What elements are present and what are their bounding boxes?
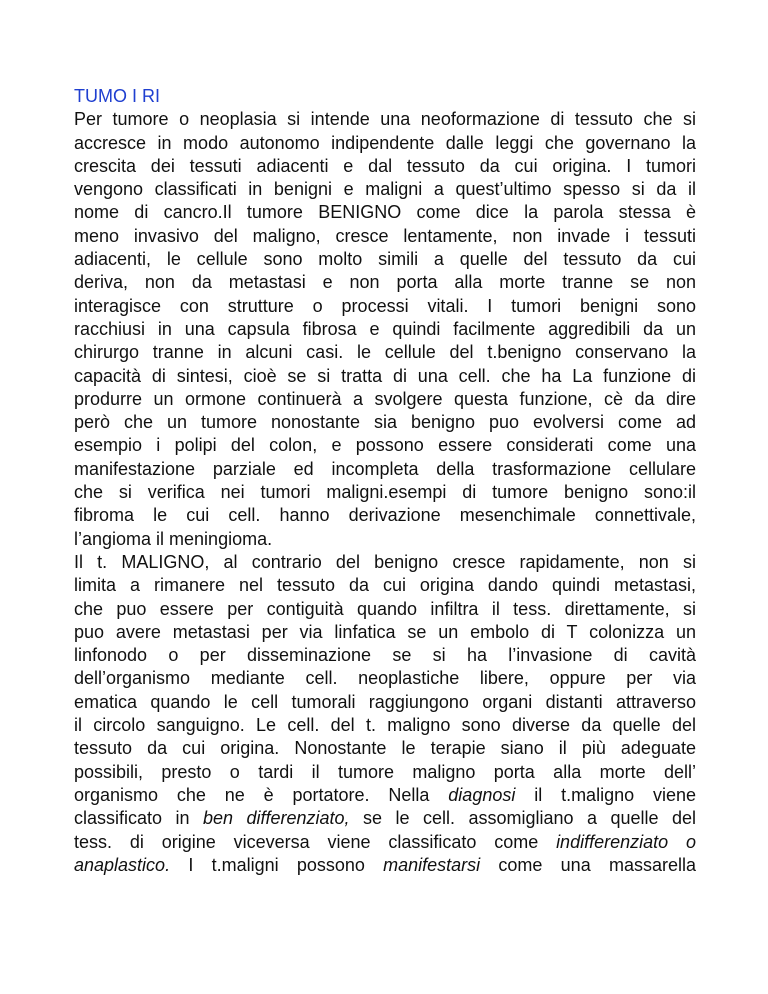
text-segment: tess. di origine viceversa viene classificato come: [74, 831, 557, 852]
text-line: che si verifica nei tumori maligni.esempi di tumore benigno sono:il: [74, 482, 696, 503]
italic-term-ben-differenziato: ben differenziato,: [202, 808, 350, 829]
text-line: capacità di sintesi, cioè se si tratta di una cell. che ha La funzione di: [74, 365, 696, 386]
paragraph-benign: [74, 108, 696, 551]
text-line: linfonodo o per disseminazione se si ha l’invasione di cavità: [74, 645, 696, 666]
text-line: dell’organismo mediante cell. neoplastiche libere, oppure per via: [74, 668, 696, 689]
text-segment: come una massarella: [480, 854, 696, 875]
text-line: il circolo sanguigno. Le cell. del t. maligno sono diverse da quelle del: [74, 715, 696, 736]
text-line: crescita dei tessuti adiacenti e dal tessuto da cui origina. I tumori: [74, 155, 696, 176]
text-line: accresce in modo autonomo indipendente dalle leggi che governano la: [74, 132, 696, 153]
text-line: meno invasivo del maligno, cresce lentamente, non invade i tessuti: [74, 225, 696, 246]
text-segment: il t.maligno viene: [515, 784, 696, 805]
text-line: produrre un ormone continuerà a svolgere questa funzione, cè da dire: [74, 388, 696, 409]
italic-term-diagnosi: diagnosi: [448, 784, 516, 805]
text-segment: I t.maligni possono: [170, 854, 384, 875]
text-segment: classificato in: [74, 808, 203, 829]
text-line: adiacenti, le cellule sono molto simili a quelle del tessuto da cui: [74, 249, 696, 270]
text-line: Il t. MALIGNO, al contrario del benigno cresce rapidamente, non si: [74, 551, 696, 572]
italic-term-anaplastico: anaplastico.: [74, 854, 171, 875]
text-line: che puo essere per contiguità quando infiltra il tess. direttamente, si: [74, 598, 696, 619]
italic-term-indifferenziato: indifferenziato o: [556, 831, 696, 852]
text-line: [74, 807, 696, 830]
text-line: fibroma le cui cell. hanno derivazione mesenchimale connettivale,: [74, 505, 696, 526]
text-line: [74, 831, 696, 854]
paragraph-malignant: [74, 551, 696, 877]
italic-term-manifestarsi: manifestarsi: [383, 854, 481, 875]
text-line: racchiusi in una capsula fibrosa e quindi facilmente aggredibili da un: [74, 318, 696, 339]
text-segment: organismo che ne è portatore. Nella: [74, 784, 430, 805]
text-line: esempio i polipi del colon, e possono essere considerati come una: [74, 435, 696, 456]
text-line: chirurgo tranne in alcuni casi. le cellule del t.benigno conservano la: [74, 342, 696, 363]
text-line: tessuto da cui origina. Nonostante le terapie siano il più adeguate: [74, 738, 696, 759]
text-line: puo avere metastasi per via linfatica se un embolo di T colonizza un: [74, 621, 696, 642]
text-line: Per tumore o neoplasia si intende una neoformazione di tessuto che si: [74, 109, 696, 130]
text-segment: se le cell. assomigliano a quelle del: [349, 808, 696, 829]
document-title: TUMO I RI: [74, 86, 160, 106]
text-line: vengono classificati in benigni e maligni a quest’ultimo spesso si da il: [74, 179, 696, 200]
text-line: ematica quando le cell tumorali raggiungono organi distanti attraverso: [74, 691, 696, 712]
text-line: nome di cancro.Il tumore BENIGNO come dice la parola stessa è: [74, 202, 696, 223]
text-line: [74, 784, 696, 807]
text-line: limita a rimanere nel tessuto da cui origina dando quindi metastasi,: [74, 575, 696, 596]
text-line: [74, 854, 696, 877]
document-page: [74, 85, 696, 877]
text-line: possibili, presto o tardi il tumore maligno porta alla morte dell’: [74, 761, 696, 782]
text-line: deriva, non da metastasi e non porta alla morte tranne se non: [74, 272, 696, 293]
text-line: l’angioma il meningioma.: [74, 528, 273, 549]
text-line: però che un tumore nonostante sia benigno puo evolversi come ad: [74, 412, 696, 433]
text-line: manifestazione parziale ed incompleta della trasformazione cellulare: [74, 458, 696, 479]
text-line: interagisce con strutture o processi vitali. I tumori benigni sono: [74, 295, 696, 316]
